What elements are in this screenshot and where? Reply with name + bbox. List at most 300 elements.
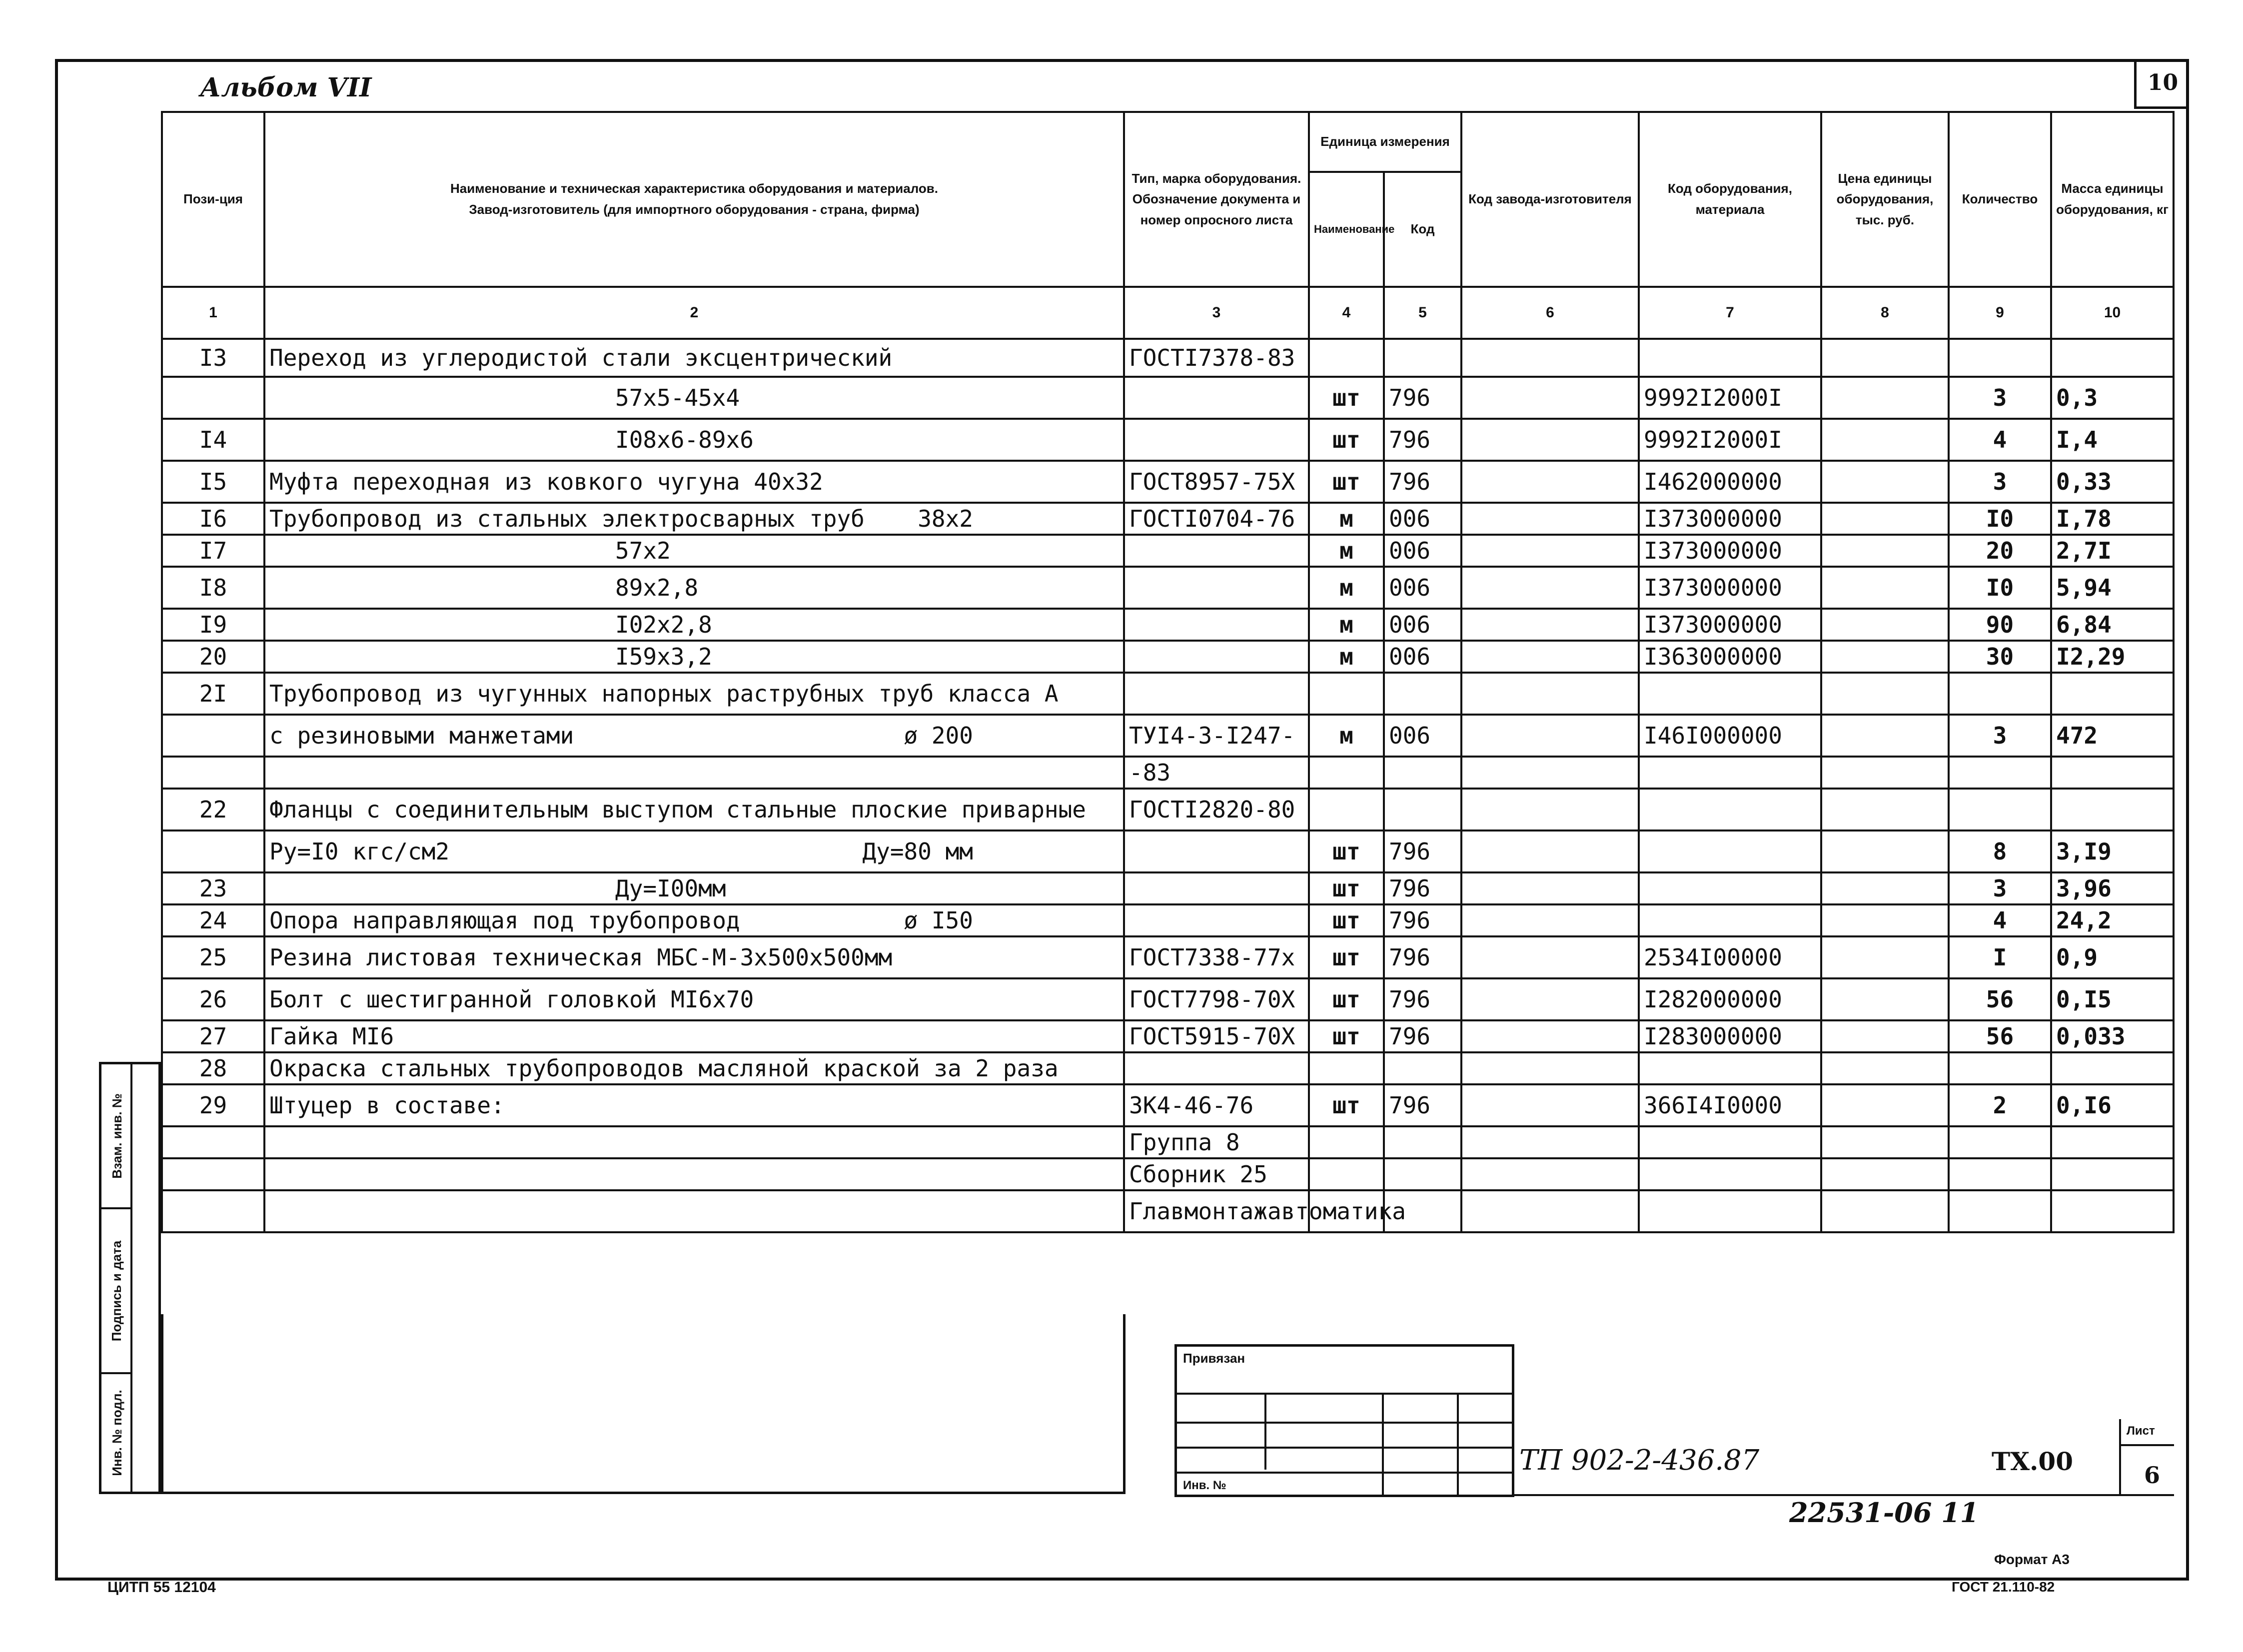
header-quantity: Количество	[1949, 112, 2051, 287]
cell-pos	[162, 757, 264, 789]
cell-qty: 3	[1949, 461, 2051, 503]
cell-unit: шт	[1309, 419, 1384, 461]
header-type: Тип, марка оборудования. Обозначение документа и номер опросного листа	[1124, 112, 1309, 287]
specification-table	[161, 111, 2175, 1233]
cell-pos: I8	[162, 567, 264, 609]
cell-unit: шт	[1309, 872, 1384, 904]
cell-plant	[1461, 1020, 1639, 1052]
cell-size-text: I59х3,2	[615, 643, 712, 670]
cell-doc: ТУI4-3-I247-	[1124, 715, 1309, 757]
cell-mass	[2051, 1158, 2174, 1190]
cell-code	[1384, 1052, 1461, 1084]
cell-pos: I5	[162, 461, 264, 503]
cell-name	[264, 461, 1124, 503]
cell-name	[264, 535, 1124, 567]
cell-plant	[1461, 757, 1639, 789]
cell-qty: 2	[1949, 1084, 2051, 1126]
cell-plant	[1461, 461, 1639, 503]
cell-price	[1821, 872, 1949, 904]
cell-pos: 26	[162, 978, 264, 1020]
cell-pos: I3	[162, 339, 264, 377]
cell-plant	[1461, 904, 1639, 936]
cell-unit: м	[1309, 503, 1384, 535]
header-name: Наименование и техническая характеристика оборудования и материалов. Завод-изготовитель (для импортного оборудования - страна, фирма)	[264, 112, 1124, 287]
cell-size-text: 38х2	[918, 505, 973, 532]
cell-plant	[1461, 339, 1639, 377]
table-row	[162, 535, 2174, 567]
cell-name-text: Гайка МI6	[269, 1023, 394, 1050]
cell-code: 006	[1384, 567, 1461, 609]
table-row	[162, 1020, 2174, 1052]
cell-mass: 3,96	[2051, 872, 2174, 904]
cell-unit: шт	[1309, 377, 1384, 419]
table-row	[162, 789, 2174, 830]
cell-pos	[162, 1126, 264, 1158]
cell-price	[1821, 503, 1949, 535]
table-row	[162, 1158, 2174, 1190]
table-row	[162, 641, 2174, 673]
sheet-number-top: 10	[2134, 59, 2189, 109]
cell-pos: 2I	[162, 673, 264, 715]
cell-mass: I2,29	[2051, 641, 2174, 673]
cell-mat	[1639, 1190, 1821, 1232]
cell-price	[1821, 535, 1949, 567]
cell-mass	[2051, 1052, 2174, 1084]
cell-mat	[1639, 1126, 1821, 1158]
cell-unit: шт	[1309, 830, 1384, 872]
cell-doc	[1124, 673, 1309, 715]
cell-doc	[1124, 419, 1309, 461]
cell-mat	[1639, 1052, 1821, 1084]
table-row	[162, 936, 2174, 978]
cell-name	[264, 1126, 1124, 1158]
cell-mass	[2051, 673, 2174, 715]
cell-qty	[1949, 1158, 2051, 1190]
cell-mass	[2051, 789, 2174, 830]
cell-doc	[1124, 872, 1309, 904]
cell-qty: 56	[1949, 1020, 2051, 1052]
section-code: ТХ.00	[1992, 1447, 2073, 1476]
cell-price	[1821, 673, 1949, 715]
cell-name-text: Муфта переходная из ковкого чугуна 40х32	[269, 468, 823, 495]
table-row	[162, 904, 2174, 936]
cell-unit	[1309, 1126, 1384, 1158]
header-material-code: Код оборудования, материала	[1639, 112, 1821, 287]
cell-code	[1384, 757, 1461, 789]
cell-qty: I0	[1949, 503, 2051, 535]
cell-mat: I283000000	[1639, 1020, 1821, 1052]
cell-code	[1384, 789, 1461, 830]
cell-code: 796	[1384, 419, 1461, 461]
cell-plant	[1461, 1126, 1639, 1158]
cell-price	[1821, 1126, 1949, 1158]
cell-qty	[1949, 757, 2051, 789]
cell-mat	[1639, 1158, 1821, 1190]
cell-doc	[1124, 904, 1309, 936]
cell-pos: I9	[162, 609, 264, 641]
cipti-label: ЦИТП 55 12104	[107, 1579, 216, 1596]
table-row	[162, 1190, 2174, 1232]
cell-unit: м	[1309, 567, 1384, 609]
cell-plant	[1461, 978, 1639, 1020]
cell-pos: I4	[162, 419, 264, 461]
cell-qty: 56	[1949, 978, 2051, 1020]
side-original-inv: Инв. № подл.	[109, 1390, 124, 1476]
cell-code	[1384, 1126, 1461, 1158]
cell-qty: 8	[1949, 830, 2051, 872]
cell-plant	[1461, 673, 1639, 715]
cell-unit: м	[1309, 715, 1384, 757]
cell-code: 796	[1384, 1020, 1461, 1052]
gost-label: ГОСТ 21.110-82	[1952, 1579, 2055, 1595]
cell-mass: 6,84	[2051, 609, 2174, 641]
cell-name	[264, 1084, 1124, 1126]
cell-price	[1821, 567, 1949, 609]
cell-price	[1821, 377, 1949, 419]
cell-unit	[1309, 1158, 1384, 1190]
cell-price	[1821, 1052, 1949, 1084]
cell-unit: м	[1309, 641, 1384, 673]
cell-name	[264, 872, 1124, 904]
cell-name	[264, 567, 1124, 609]
cell-qty: 3	[1949, 715, 2051, 757]
cell-mat: I373000000	[1639, 567, 1821, 609]
cell-pos: 27	[162, 1020, 264, 1052]
cell-name-text: Окраска стальных трубопроводов масляной краской за 2 раза	[269, 1055, 1059, 1082]
cell-qty: 30	[1949, 641, 2051, 673]
cell-doc: ГОСТ5915-70Х	[1124, 1020, 1309, 1052]
approval-block	[1174, 1344, 1514, 1497]
cell-doc: ГОСТ8957-75Х	[1124, 461, 1309, 503]
cell-mass: 0,I6	[2051, 1084, 2174, 1126]
cell-qty	[1949, 789, 2051, 830]
table-row	[162, 503, 2174, 535]
cell-code: 006	[1384, 503, 1461, 535]
cell-unit	[1309, 789, 1384, 830]
cell-mass	[2051, 339, 2174, 377]
cell-plant	[1461, 535, 1639, 567]
cell-doc	[1124, 609, 1309, 641]
cell-price	[1821, 641, 1949, 673]
cell-mat	[1639, 904, 1821, 936]
document-number: ТП 902-2-436.87	[1519, 1444, 1760, 1477]
cell-unit: м	[1309, 609, 1384, 641]
cell-doc: Главмонтажавтоматика	[1124, 1190, 1309, 1232]
cell-mat: I373000000	[1639, 535, 1821, 567]
sheet-label: Лист	[2127, 1424, 2155, 1438]
cell-code: 796	[1384, 978, 1461, 1020]
header-numbers-row: 1 2 3 4 5 6 7 8 9 10	[162, 287, 2174, 339]
cell-name-text: Опора направляющая под трубопровод	[269, 907, 740, 934]
cell-size-text: ø I50	[904, 907, 973, 934]
cell-plant	[1461, 609, 1639, 641]
cell-qty: 20	[1949, 535, 2051, 567]
table-row	[162, 339, 2174, 377]
cell-plant	[1461, 1052, 1639, 1084]
cell-code: 796	[1384, 904, 1461, 936]
cell-doc	[1124, 1052, 1309, 1084]
cell-code: 796	[1384, 936, 1461, 978]
cell-name-text: с резиновыми манжетами	[269, 722, 574, 749]
cell-name	[264, 715, 1124, 757]
inv-number-label: Инв. №	[1183, 1479, 1226, 1492]
cell-plant	[1461, 830, 1639, 872]
table-row	[162, 1084, 2174, 1126]
cell-name	[264, 1020, 1124, 1052]
cell-unit	[1309, 1052, 1384, 1084]
cell-pos: 24	[162, 904, 264, 936]
cell-doc: ГОСТ7798-70Х	[1124, 978, 1309, 1020]
cell-plant	[1461, 872, 1639, 904]
cell-size-text: Ду=80 мм	[862, 838, 973, 865]
cell-pos	[162, 1190, 264, 1232]
cell-mat	[1639, 872, 1821, 904]
cell-plant	[1461, 503, 1639, 535]
cell-doc: Группа 8	[1124, 1126, 1309, 1158]
table-row	[162, 673, 2174, 715]
cell-name-text: Переход из углеродистой стали эксцентрический	[269, 344, 893, 371]
cell-doc: ГОСТI2820-80	[1124, 789, 1309, 830]
cell-price	[1821, 904, 1949, 936]
cell-price	[1821, 1020, 1949, 1052]
cell-name-text: Трубопровод из чугунных напорных раструбных труб класса А	[269, 680, 1059, 707]
cell-mass: 0,033	[2051, 1020, 2174, 1052]
cell-price	[1821, 1190, 1949, 1232]
table-row	[162, 1052, 2174, 1084]
cell-code: 796	[1384, 461, 1461, 503]
cell-mat: I363000000	[1639, 641, 1821, 673]
header-price: Цена единицы оборудования, тыс. руб.	[1821, 112, 1949, 287]
cell-name	[264, 641, 1124, 673]
cell-pos: I7	[162, 535, 264, 567]
cell-mass: 472	[2051, 715, 2174, 757]
cell-price	[1821, 1158, 1949, 1190]
cell-price	[1821, 461, 1949, 503]
cell-doc	[1124, 567, 1309, 609]
side-stamp	[99, 1062, 161, 1494]
cell-doc	[1124, 641, 1309, 673]
cell-plant	[1461, 1158, 1639, 1190]
cell-doc: -83	[1124, 757, 1309, 789]
side-signature-date: Подпись и дата	[109, 1240, 124, 1341]
cell-name	[264, 904, 1124, 936]
cell-name	[264, 978, 1124, 1020]
cell-plant	[1461, 715, 1639, 757]
cell-price	[1821, 936, 1949, 978]
cell-mass: 0,9	[2051, 936, 2174, 978]
cell-qty	[1949, 1126, 2051, 1158]
cell-name	[264, 1158, 1124, 1190]
table-row	[162, 461, 2174, 503]
header-position: Пози-ция	[162, 112, 264, 287]
cell-unit: шт	[1309, 1084, 1384, 1126]
cell-mass: 0,3	[2051, 377, 2174, 419]
cell-mat: I373000000	[1639, 503, 1821, 535]
header-unit-code: Код	[1384, 172, 1461, 287]
cell-price	[1821, 715, 1949, 757]
cell-price	[1821, 757, 1949, 789]
cell-code: 796	[1384, 872, 1461, 904]
header-unit: Единица измерения	[1309, 112, 1461, 172]
cell-name	[264, 936, 1124, 978]
cell-mass: 2,7I	[2051, 535, 2174, 567]
cell-unit: шт	[1309, 936, 1384, 978]
cell-size-text: I08х6-89х6	[615, 426, 754, 453]
cell-qty	[1949, 339, 2051, 377]
title-block-left	[161, 1314, 1125, 1494]
cell-pos: 22	[162, 789, 264, 830]
cell-mass: I,78	[2051, 503, 2174, 535]
cell-doc	[1124, 377, 1309, 419]
cell-plant	[1461, 641, 1639, 673]
cell-name-text: Болт с шестигранной головкой МI6х70	[269, 986, 754, 1013]
cell-plant	[1461, 789, 1639, 830]
cell-name	[264, 609, 1124, 641]
album-label: Альбом VII	[200, 72, 372, 103]
cell-price	[1821, 830, 1949, 872]
cell-pos: 29	[162, 1084, 264, 1126]
cell-doc: ГОСТI7378-83	[1124, 339, 1309, 377]
cell-name	[264, 757, 1124, 789]
cell-pos: 20	[162, 641, 264, 673]
cell-mass: 0,I5	[2051, 978, 2174, 1020]
cell-mass	[2051, 1190, 2174, 1232]
table-row	[162, 757, 2174, 789]
cell-price	[1821, 978, 1949, 1020]
approved-label: Привязан	[1183, 1351, 1245, 1366]
cell-mat	[1639, 830, 1821, 872]
cell-qty: 4	[1949, 904, 2051, 936]
cell-name	[264, 339, 1124, 377]
cell-code: 796	[1384, 1084, 1461, 1126]
cell-mat: I282000000	[1639, 978, 1821, 1020]
cell-qty	[1949, 1190, 2051, 1232]
header-plant-code: Код завода-изготовителя	[1461, 112, 1639, 287]
cell-name	[264, 830, 1124, 872]
cell-name	[264, 673, 1124, 715]
side-replace-inv: Взам. инв. №	[109, 1093, 124, 1179]
cell-plant	[1461, 1084, 1639, 1126]
cell-qty: 3	[1949, 872, 2051, 904]
cell-code: 006	[1384, 641, 1461, 673]
cell-code: 796	[1384, 377, 1461, 419]
cell-qty	[1949, 673, 2051, 715]
cell-mass: 3,I9	[2051, 830, 2174, 872]
cell-plant	[1461, 377, 1639, 419]
cell-unit: шт	[1309, 904, 1384, 936]
cell-mat: 9992I2000I	[1639, 419, 1821, 461]
table-row	[162, 377, 2174, 419]
cell-doc	[1124, 535, 1309, 567]
cell-code	[1384, 1158, 1461, 1190]
cell-doc: ГОСТI0704-76	[1124, 503, 1309, 535]
cell-unit	[1309, 339, 1384, 377]
cell-code: 006	[1384, 535, 1461, 567]
cell-price	[1821, 419, 1949, 461]
table-row	[162, 1126, 2174, 1158]
cell-mass	[2051, 757, 2174, 789]
cell-unit: м	[1309, 535, 1384, 567]
cell-unit: шт	[1309, 1020, 1384, 1052]
cell-mass	[2051, 1126, 2174, 1158]
cell-mass: I,4	[2051, 419, 2174, 461]
cell-code	[1384, 339, 1461, 377]
cell-qty: 3	[1949, 377, 2051, 419]
cell-doc	[1124, 830, 1309, 872]
header-mass: Масса единицы оборудования, кг	[2051, 112, 2174, 287]
cell-pos	[162, 377, 264, 419]
cell-name-text: Резина листовая техническая МБС-М-3х500х500мм	[269, 944, 893, 971]
cell-qty: I	[1949, 936, 2051, 978]
cell-mass: 24,2	[2051, 904, 2174, 936]
cell-size-text: Ду=I00мм	[615, 875, 726, 902]
cell-mass: 5,94	[2051, 567, 2174, 609]
cell-code: 006	[1384, 609, 1461, 641]
cell-plant	[1461, 419, 1639, 461]
format-label: Формат А3	[1994, 1552, 2070, 1567]
cell-mat	[1639, 789, 1821, 830]
cell-unit: шт	[1309, 461, 1384, 503]
table-row	[162, 830, 2174, 872]
cell-unit: шт	[1309, 978, 1384, 1020]
cell-mat: 9992I2000I	[1639, 377, 1821, 419]
cell-name	[264, 503, 1124, 535]
header-unit-name: Наименование	[1309, 172, 1384, 287]
cell-mat	[1639, 339, 1821, 377]
cell-name	[264, 789, 1124, 830]
cell-plant	[1461, 936, 1639, 978]
cell-unit	[1309, 757, 1384, 789]
cell-name	[264, 377, 1124, 419]
table-row	[162, 419, 2174, 461]
table-row	[162, 715, 2174, 757]
cell-mat	[1639, 673, 1821, 715]
cell-mat: I373000000	[1639, 609, 1821, 641]
cell-price	[1821, 609, 1949, 641]
cell-code: 796	[1384, 830, 1461, 872]
cell-name-text: Ру=I0 кгс/см2	[269, 838, 450, 865]
cell-mat: I462000000	[1639, 461, 1821, 503]
cell-doc: ГОСТ7338-77х	[1124, 936, 1309, 978]
cell-qty	[1949, 1052, 2051, 1084]
cell-name	[264, 1190, 1124, 1232]
cell-unit	[1309, 673, 1384, 715]
cell-pos	[162, 1158, 264, 1190]
cell-mat: I46I000000	[1639, 715, 1821, 757]
cell-code: 006	[1384, 715, 1461, 757]
cell-size-text: ø 200	[904, 722, 973, 749]
cell-doc: ЗК4-46-76	[1124, 1084, 1309, 1126]
cell-price	[1821, 1084, 1949, 1126]
cell-price	[1821, 339, 1949, 377]
cell-name-text: Штуцер в составе:	[269, 1092, 505, 1119]
handwritten-note: 22531-06 11	[1789, 1497, 1979, 1529]
cell-pos	[162, 830, 264, 872]
cell-mat: 2534I00000	[1639, 936, 1821, 978]
table-row	[162, 978, 2174, 1020]
cell-name	[264, 419, 1124, 461]
cell-pos: I6	[162, 503, 264, 535]
cell-price	[1821, 789, 1949, 830]
cell-name	[264, 1052, 1124, 1084]
cell-plant	[1461, 567, 1639, 609]
cell-pos: 25	[162, 936, 264, 978]
cell-size-text: I02х2,8	[615, 611, 712, 638]
cell-size-text: 57х2	[615, 537, 671, 564]
cell-name-text: Трубопровод из стальных электросварных труб	[269, 505, 865, 532]
cell-pos	[162, 715, 264, 757]
cell-qty: 4	[1949, 419, 2051, 461]
